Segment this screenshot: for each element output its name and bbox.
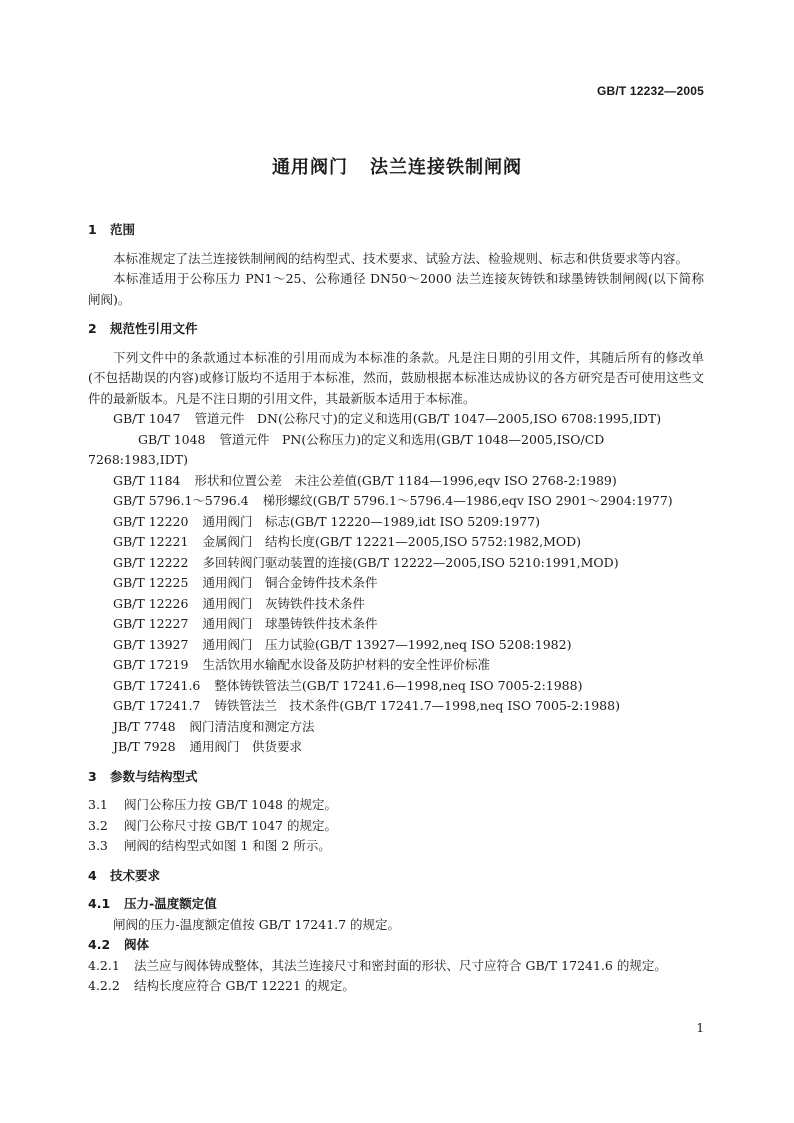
reference-title: 通用阀门 供货要求 [189,739,303,754]
clause-number: 4.2.1 [88,957,120,973]
reference-title: 整体铸铁管法兰(GB/T 17241.6—1998,neq ISO 7005-2:1988) [214,677,583,693]
document-body [88,214,704,997]
reference-title: 通用阀门 铜合金铸件技术条件 [202,575,378,590]
reference-item [88,614,704,635]
section-title: 规范性引用文件 [110,321,198,336]
reference-code: GB/T 1047 [113,411,181,426]
reference-title: 生活饮用水输配水设备及防护材料的安全性评价标准 [202,657,490,672]
reference-title: 铸铁管法兰 技术条件(GB/T 17241.7—1998,neq ISO 7005-2:1988) [214,698,620,713]
clause-number: 4.2.2 [88,978,120,993]
reference-item [88,512,704,533]
subsection-heading-4-1 [88,894,704,915]
reference-item [88,655,704,676]
reference-title: 管道元件 PN(公称压力)的定义和选用(GB/T 1048—2005,ISO/CD 7268:1983,IDT) [88,431,605,467]
reference-title: 多回转阀门驱动装置的连接(GB/T 12222—2005,ISO 5210:1991,MOD) [202,554,619,570]
section-number: 4 [88,867,97,883]
clause-text: 阀门公称尺寸按 GB/T 1047 的规定。 [124,817,337,833]
reference-code: GB/T 12220 [113,513,189,529]
reference-code: JB/T 7748 [113,718,176,734]
title-part-1: 通用阀门 [272,157,348,178]
section-number: 3 [88,768,97,784]
reference-code: GB/T 17241.7 [113,698,201,713]
clause-3-2 [88,816,704,837]
reference-title: 形状和位置公差 未注公差值(GB/T 1184—1996,eqv ISO 2768-2:1989) [194,472,617,488]
clause-4-2-1 [88,956,704,977]
reference-code: GB/T 1048 [138,431,206,447]
section-heading-3 [88,767,704,788]
scope-paragraph-1: 本标准规定了法兰连接铁制闸阀的结构型式、技术要求、试验方法、检验规则、标志和供货要求等内容。 [113,250,689,266]
reference-code: GB/T 12221 [113,534,189,549]
clause-number: 4.1 [88,896,111,911]
reference-code: GB/T 12222 [113,554,189,570]
reference-title: 金属阀门 结构长度(GB/T 12221—2005,ISO 5752:1982,MOD) [202,534,582,549]
clause-number: 3.1 [88,797,108,812]
clause-3-3 [88,836,704,857]
clause-3-1 [88,795,704,816]
reference-code: GB/T 1184 [113,472,181,488]
reference-item [88,573,704,594]
document-title [0,153,794,179]
section-heading-2 [88,319,704,340]
reference-title: 通用阀门 球墨铸铁件技术条件 [202,616,378,631]
clause-number: 4.2 [88,937,111,952]
page-number: 1 [696,1021,704,1035]
clause-text: 结构长度应符合 GB/T 12221 的规定。 [134,978,355,993]
section-title: 技术要求 [110,867,161,883]
title-part-2: 法兰连接铁制闸阀 [370,157,522,178]
clause-number: 3.2 [88,817,108,833]
reference-title: 梯形螺纹(GB/T 5796.1～5796.4—1986,eqv ISO 2901～2904:1977) [262,493,673,508]
reference-item [88,696,704,717]
reference-title: 通用阀门 压力试验(GB/T 13927—1992,neq ISO 5208:1982) [202,636,572,652]
reference-code: JB/T 7928 [113,739,176,754]
section-number: 1 [88,222,97,237]
reference-item [88,532,704,553]
reference-code: GB/T 13927 [113,636,189,652]
reference-item [88,409,704,430]
reference-item [88,737,704,758]
reference-item [88,553,704,574]
reference-title: 通用阀门 灰铸铁件技术条件 [202,595,365,611]
reference-title: 阀门清洁度和测定方法 [189,718,315,734]
subsection-title: 阀体 [124,937,150,952]
clause-text: 闸阀的结构型式如图 1 和图 2 所示。 [124,838,331,853]
reference-code: GB/T 12227 [113,616,189,631]
reference-code: GB/T 17219 [113,657,189,672]
clause-4-1-text: 闸阀的压力-温度额定值按 GB/T 17241.7 的规定。 [113,916,401,932]
standard-number: GB/T 12232—2005 [596,84,704,98]
reference-item [88,430,704,471]
section-title: 范围 [110,222,136,237]
clause-text: 阀门公称压力按 GB/T 1048 的规定。 [124,797,337,812]
scope-paragraph-2: 本标准适用于公称压力 PN1～25、公称通径 DN50～2000 法兰连接灰铸铁和球墨铸铁制闸阀(以下简称闸阀)。 [88,271,704,307]
reference-code: GB/T 12226 [113,595,189,611]
reference-code: GB/T 12225 [113,575,189,590]
subsection-title: 压力-温度额定值 [124,896,217,911]
reference-item [88,676,704,697]
reference-title: 通用阀门 标志(GB/T 12220—1989,idt ISO 5209:1977) [202,513,541,529]
section-heading-1 [88,220,704,241]
references-intro: 下列文件中的条款通过本标准的引用而成为本标准的条款。凡是注日期的引用文件，其随后所有的修改单(不包括勘误的内容)或修订版均不适用于本标准，然而，鼓励根据本标准达成协议的各方研究是否可使用这些文件的最新版本。凡是不注日期的引用文件，其最新版本适用于本标准。 [88,349,704,406]
reference-code: GB/T 17241.6 [113,677,201,693]
clause-text: 法兰应与阀体铸成整体，其法兰连接尺寸和密封面的形状、尺寸应符合 GB/T 17241.6 的规定。 [134,957,667,973]
reference-title: 管道元件 DN(公称尺寸)的定义和选用(GB/T 1047—2005,ISO 6708:1995,IDT) [194,411,662,426]
clause-number: 3.3 [88,838,108,853]
subsection-heading-4-2 [88,935,704,956]
section-title: 参数与结构型式 [110,768,198,784]
reference-item [88,471,704,492]
section-heading-4 [88,866,704,887]
reference-item [88,717,704,738]
section-number: 2 [88,321,97,336]
reference-item [88,491,704,512]
clause-4-2-2 [88,976,704,997]
reference-item [88,594,704,615]
reference-code: GB/T 5796.1～5796.4 [113,493,249,508]
reference-item [88,635,704,656]
